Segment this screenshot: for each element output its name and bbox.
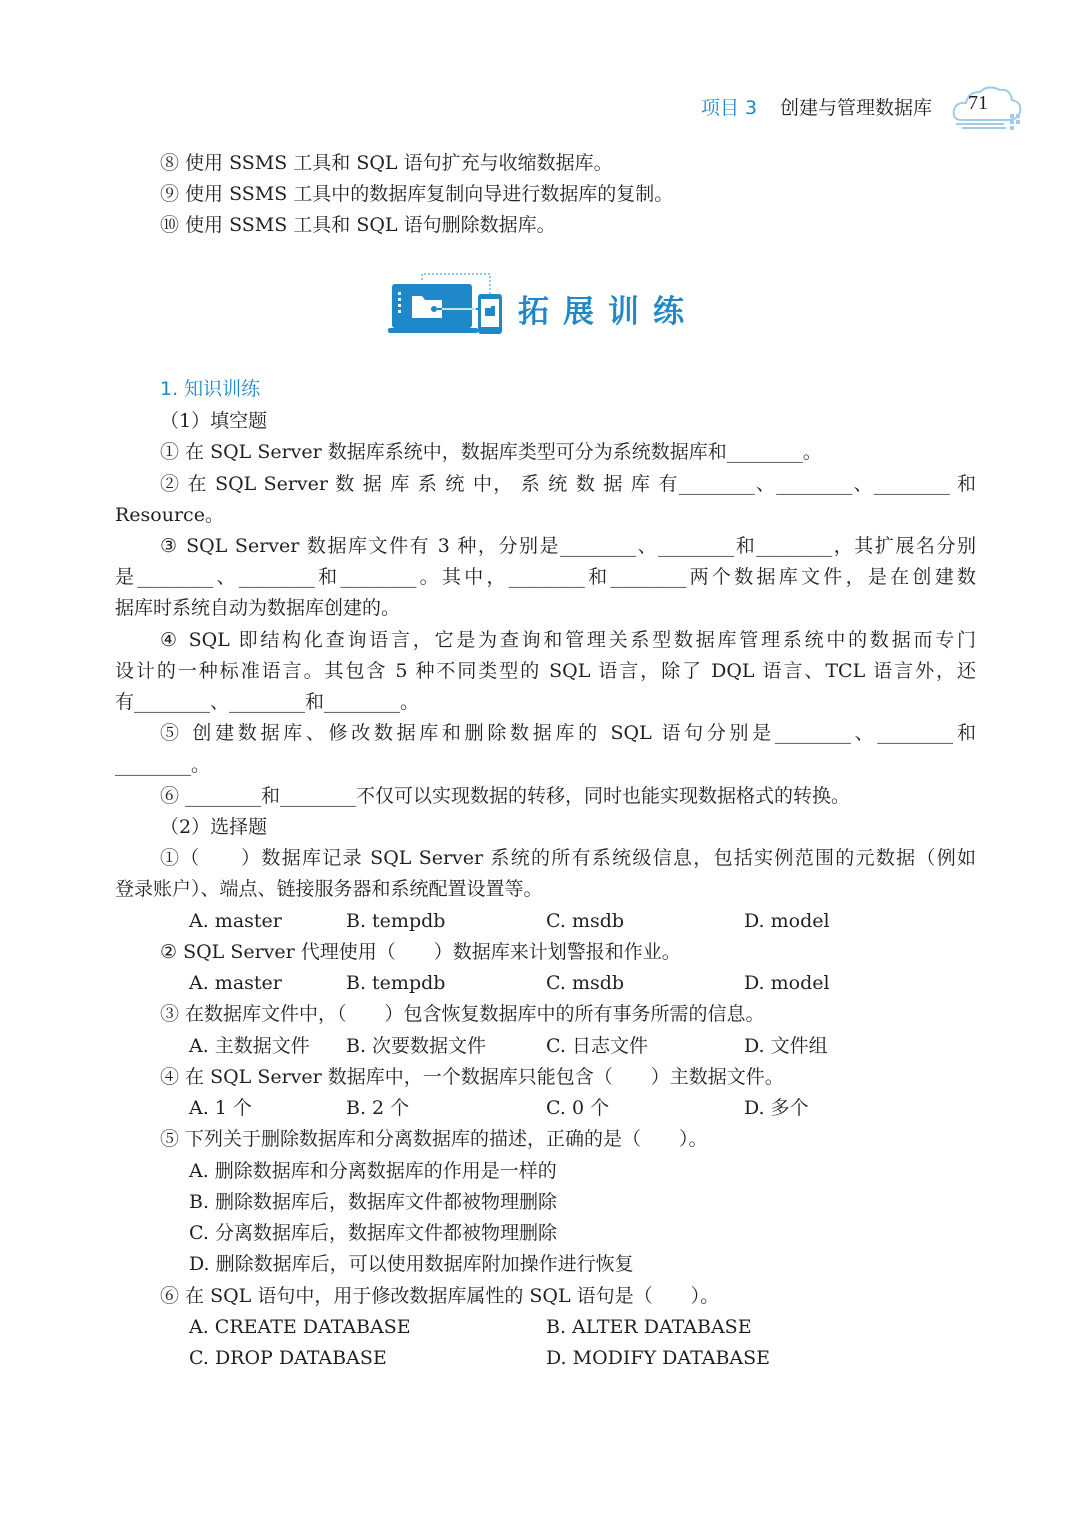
choice-q3-option-b: B. 次要数据文件 [346, 1035, 487, 1057]
choice-q4: ④ 在 SQL Server 数据库中，一个数据库只能包含（ ）主数据文件。 [160, 1066, 784, 1088]
folder-share-icon [388, 272, 508, 336]
fill-q5-line2: ________。 [115, 754, 211, 776]
choice-q6: ⑥ 在 SQL 语句中，用于修改数据库属性的 SQL 语句是（ ）。 [160, 1285, 720, 1307]
choice-q4-option-a: A. 1 个 [189, 1097, 252, 1119]
fill-q3-line1: ③ SQL Server 数据库文件有 3 种，分别是________、________和________，其扩展名分别 [160, 535, 976, 557]
intro-item-10: ⑩ 使用 SSMS 工具和 SQL 语句删除数据库。 [160, 214, 556, 236]
choice-q3-option-a: A. 主数据文件 [189, 1035, 310, 1057]
fill-q2-line2: Resource。 [115, 504, 224, 526]
fill-q6: ⑥ ________和________不仅可以实现数据的转移，同时也能实现数据格式的转换。 [160, 785, 851, 807]
choice-q2: ② SQL Server 代理使用（ ）数据库来计划警报和作业。 [160, 941, 681, 963]
header-chapter-title: 创建与管理数据库 [780, 97, 933, 119]
page-number: 71 [968, 92, 988, 114]
choice-q2-option-a: A. master [189, 972, 282, 994]
choice-q1-line1: ①（ ）数据库记录 SQL Server 系统的所有系统级信息，包括实例范围的元数据（例如 [160, 847, 976, 869]
fill-q4-line3: 有________、________和________。 [115, 691, 420, 713]
choice-q2-option-b: B. tempdb [346, 972, 446, 994]
header-project: 项目 3 [701, 97, 758, 119]
intro-item-9: ⑨ 使用 SSMS 工具中的数据库复制向导进行数据库的复制。 [160, 183, 674, 205]
fill-blank-title: （1）填空题 [160, 410, 268, 432]
choice-q1-option-b: B. tempdb [346, 910, 446, 932]
fill-q4-line2: 设计的一种标准语言。其包含 5 种不同类型的 SQL 语言，除了 DQL 语言、TCL 语言外，还 [115, 660, 976, 682]
choice-q3: ③ 在数据库文件中，（ ）包含恢复数据库中的所有事务所需的信息。 [160, 1003, 765, 1025]
fill-q2-line1: ② 在 SQL Server 数 据 库 系 统 中， 系 统 数 据 库 有________、________、________ 和 [160, 473, 976, 495]
choice-q5-option-d: D. 删除数据库后，可以使用数据库附加操作进行恢复 [189, 1253, 634, 1275]
intro-item-8: ⑧ 使用 SSMS 工具和 SQL 语句扩充与收缩数据库。 [160, 152, 613, 174]
choice-q6-option-d: D. MODIFY DATABASE [546, 1347, 771, 1369]
fill-q3-line2: 是________、________和________。其中，________和________两个数据库文件，是在创建数 [115, 566, 976, 588]
fill-q5-line1: ⑤ 创建数据库、修改数据库和删除数据库的 SQL 语句分别是________、________和 [160, 722, 976, 744]
choice-q5-option-a: A. 删除数据库和分离数据库的作用是一样的 [189, 1160, 557, 1182]
section-banner-title: 拓展训练 [518, 294, 698, 330]
choice-q6-option-a: A. CREATE DATABASE [189, 1316, 411, 1338]
fill-q3-line3: 据库时系统自动为数据库创建的。 [115, 597, 401, 619]
choice-q6-option-c: C. DROP DATABASE [189, 1347, 387, 1369]
choice-q2-option-c: C. msdb [546, 972, 625, 994]
choice-q5-option-b: B. 删除数据库后，数据库文件都被物理删除 [189, 1191, 558, 1213]
fill-q4-line1: ④ SQL 即结构化查询语言，它是为查询和管理关系型数据库管理系统中的数据而专门 [160, 629, 976, 651]
choice-q6-option-b: B. ALTER DATABASE [546, 1316, 752, 1338]
choice-q4-option-d: D. 多个 [744, 1097, 809, 1119]
fill-q1: ① 在 SQL Server 数据库系统中，数据库类型可分为系统数据库和________。 [160, 441, 822, 463]
choice-q3-option-c: C. 日志文件 [546, 1035, 648, 1057]
choice-q5: ⑤ 下列关于删除数据库和分离数据库的描述，正确的是（ ）。 [160, 1128, 708, 1150]
choice-q4-option-c: C. 0 个 [546, 1097, 610, 1119]
choice-q1-option-d: D. model [744, 910, 830, 932]
choice-title: （2）选择题 [160, 816, 268, 838]
choice-q4-option-b: B. 2 个 [346, 1097, 410, 1119]
choice-q2-option-d: D. model [744, 972, 830, 994]
choice-q1-line2: 登录账户）、端点、链接服务器和系统配置设置等。 [115, 878, 543, 900]
choice-q5-option-c: C. 分离数据库后，数据库文件都被物理删除 [189, 1222, 557, 1244]
choice-q1-option-a: A. master [189, 910, 282, 932]
section-heading: 1. 知识训练 [160, 378, 261, 400]
choice-q3-option-d: D. 文件组 [744, 1035, 828, 1057]
cloud-icon [948, 80, 1028, 132]
choice-q1-option-c: C. msdb [546, 910, 625, 932]
